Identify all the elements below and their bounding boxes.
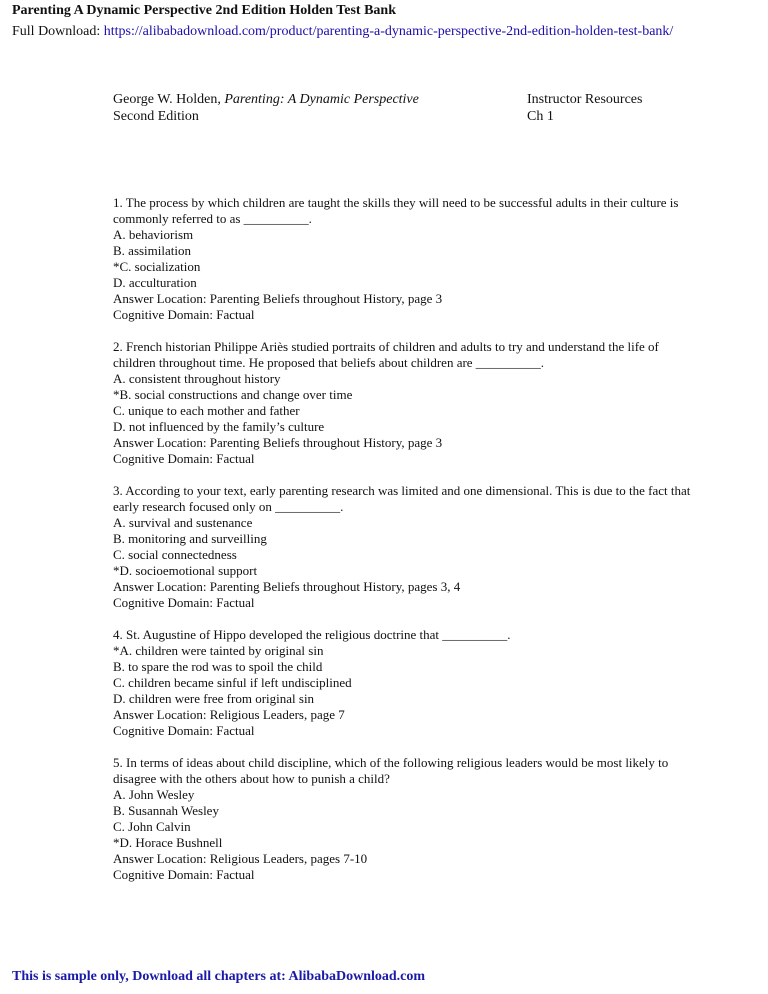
question-1 bbox=[113, 195, 703, 323]
question-2 bbox=[113, 339, 703, 467]
question-stem: 3. According to your text, early parenting research was limited and one dimensional. This is due to the fact that early research focused only on __________. bbox=[113, 483, 691, 514]
banner-title: Parenting A Dynamic Perspective 2nd Edition Holden Test Bank bbox=[12, 3, 397, 18]
book-title: Parenting: A Dynamic Perspective bbox=[224, 92, 419, 107]
question-stem: 2. French historian Philippe Ariès studied portraits of children and adults to try and understand the life of children throughout time. He proposed that beliefs about children are __________. bbox=[113, 339, 659, 370]
cognitive-domain: Cognitive Domain: Factual bbox=[113, 595, 255, 610]
download-label: Full Download: bbox=[12, 24, 104, 39]
chapter-label: Ch 1 bbox=[527, 109, 554, 124]
question-stem: 5. In terms of ideas about child discipline, which of the following religious leaders would be most likely to disagree with the others about how to punish a child? bbox=[113, 755, 669, 786]
instructor-resources-label: Instructor Resources bbox=[527, 92, 643, 107]
option-d: *D. Horace Bushnell bbox=[113, 835, 223, 850]
cognitive-domain: Cognitive Domain: Factual bbox=[113, 867, 255, 882]
option-b: *B. social constructions and change over time bbox=[113, 387, 353, 402]
cognitive-domain: Cognitive Domain: Factual bbox=[113, 307, 255, 322]
question-list bbox=[113, 195, 703, 899]
question-stem: 1. The process by which children are taught the skills they will need to be successful adults in their culture is commonly referred to as __________. bbox=[113, 195, 679, 226]
option-a: A. behaviorism bbox=[113, 227, 194, 242]
option-d: D. children were free from original sin bbox=[113, 691, 315, 706]
option-a: *A. children were tainted by original sin bbox=[113, 643, 324, 658]
cognitive-domain: Cognitive Domain: Factual bbox=[113, 451, 255, 466]
sample-notice: This is sample only, Download all chapters at: AlibabaDownload.com bbox=[12, 969, 426, 984]
option-a: A. John Wesley bbox=[113, 787, 195, 802]
edition-label: Second Edition bbox=[113, 109, 199, 124]
option-c: C. social connectedness bbox=[113, 547, 237, 562]
option-d: D. acculturation bbox=[113, 275, 197, 290]
author-name: George W. Holden, bbox=[113, 92, 225, 107]
option-c: *C. socialization bbox=[113, 259, 201, 274]
cognitive-domain: Cognitive Domain: Factual bbox=[113, 723, 255, 738]
option-a: A. survival and sustenance bbox=[113, 515, 253, 530]
option-b: B. assimilation bbox=[113, 243, 191, 258]
option-b: B. Susannah Wesley bbox=[113, 803, 219, 818]
answer-location: Answer Location: Religious Leaders, pages 7-10 bbox=[113, 851, 368, 866]
header-row-2 bbox=[113, 108, 693, 125]
answer-location: Answer Location: Parenting Beliefs throughout History, page 3 bbox=[113, 435, 443, 450]
question-5 bbox=[113, 755, 703, 883]
header-row-1 bbox=[113, 91, 693, 108]
answer-location: Answer Location: Parenting Beliefs throughout History, pages 3, 4 bbox=[113, 579, 461, 594]
question-4 bbox=[113, 627, 703, 739]
option-c: C. unique to each mother and father bbox=[113, 403, 300, 418]
option-c: C. John Calvin bbox=[113, 819, 191, 834]
option-c: C. children became sinful if left undisciplined bbox=[113, 675, 352, 690]
option-a: A. consistent throughout history bbox=[113, 371, 281, 386]
option-b: B. monitoring and surveilling bbox=[113, 531, 267, 546]
option-d: D. not influenced by the family’s culture bbox=[113, 419, 325, 434]
full-download-line bbox=[12, 23, 673, 41]
option-d: *D. socioemotional support bbox=[113, 563, 258, 578]
download-link[interactable]: https://alibabadownload.com/product/parenting-a-dynamic-perspective-2nd-edition-holden-test-bank/ bbox=[103, 24, 674, 39]
question-stem: 4. St. Augustine of Hippo developed the religious doctrine that __________. bbox=[113, 627, 511, 642]
option-b: B. to spare the rod was to spoil the child bbox=[113, 659, 323, 674]
document-header bbox=[113, 91, 693, 125]
question-3 bbox=[113, 483, 703, 611]
answer-location: Answer Location: Parenting Beliefs throughout History, page 3 bbox=[113, 291, 443, 306]
answer-location: Answer Location: Religious Leaders, page 7 bbox=[113, 707, 345, 722]
